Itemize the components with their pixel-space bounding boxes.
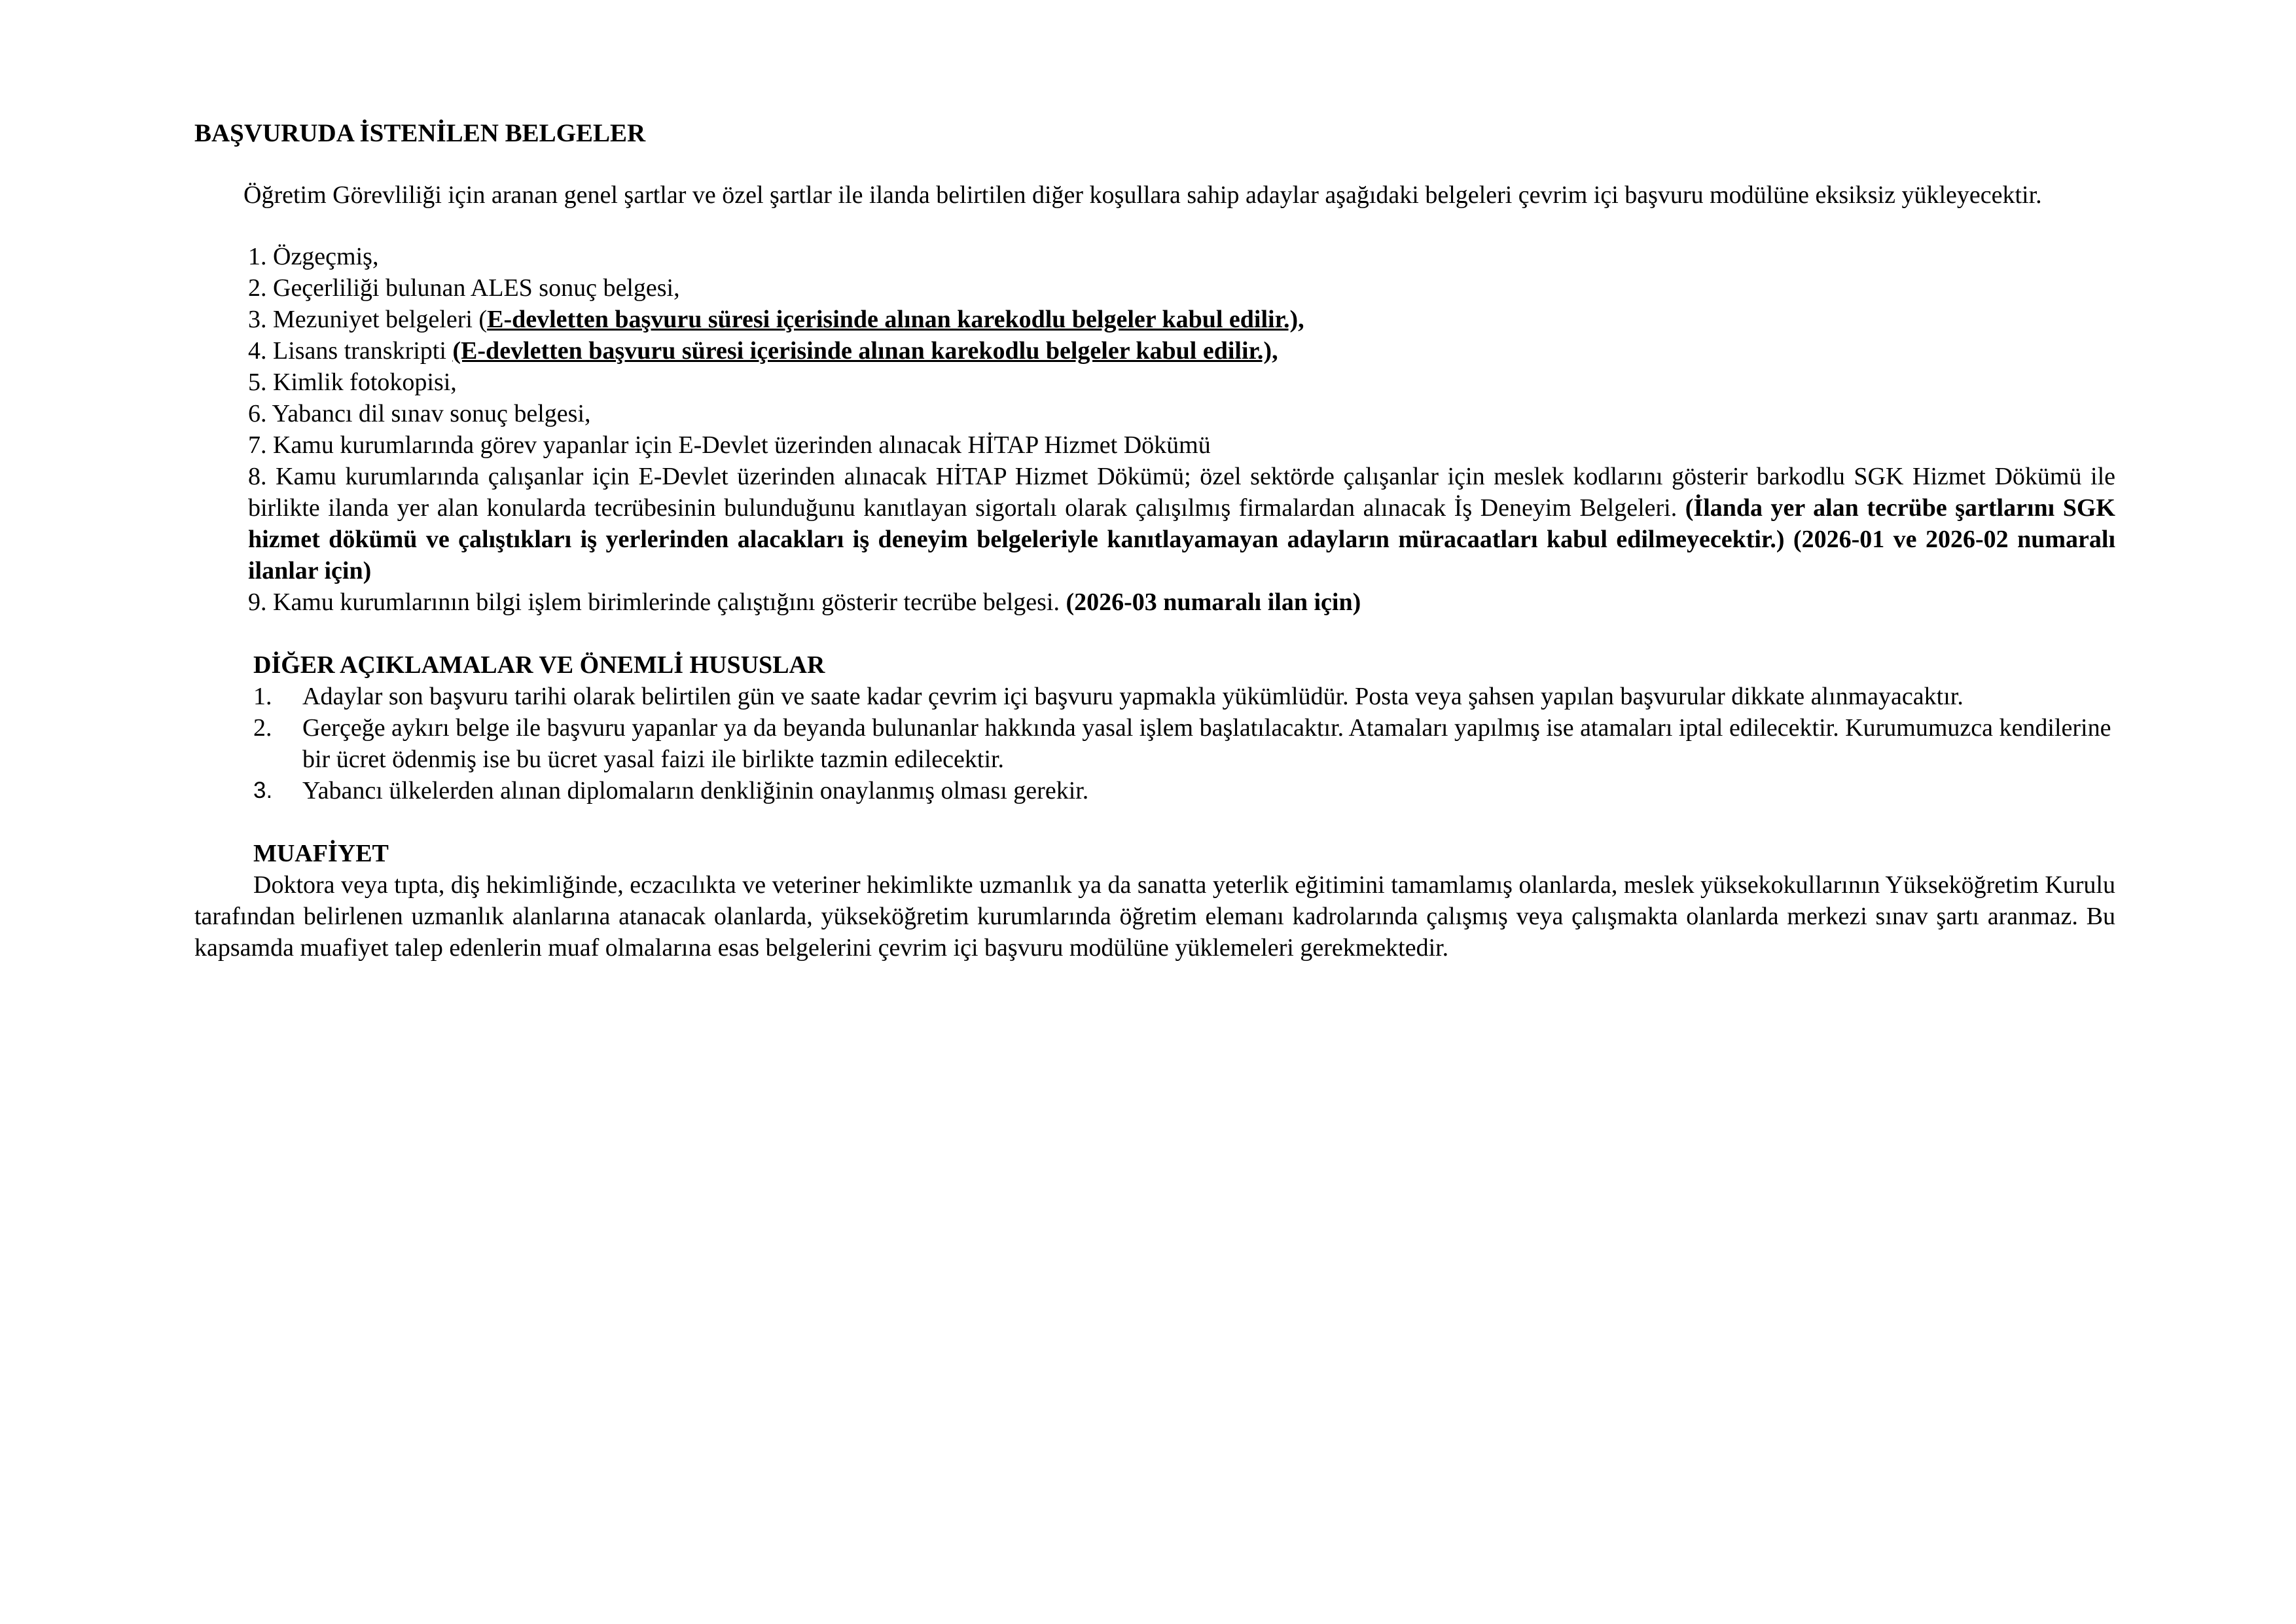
list-item-text: 9. Kamu kurumlarının bilgi işlem birimlerinde çalıştığını gösterir tecrübe belgesi. xyxy=(248,588,1066,616)
list-item-text: 4. Lisans transkripti xyxy=(248,337,453,365)
list-item-text: 2. Geçerliliği bulunan ALES sonuç belgesi, xyxy=(248,274,680,302)
list-item-number: 1. xyxy=(253,683,272,710)
list-item xyxy=(248,304,2115,335)
list-item xyxy=(248,586,2115,618)
list-item-text: 7. Kamu kurumlarında görev yapanlar için E-Devlet üzerinden alınacak HİTAP Hizmet Dökümü xyxy=(248,431,1211,459)
list-item-text: Yabancı ülkelerden alınan diplomaların denkliğinin onaylanmış olması gerekir. xyxy=(302,777,1089,804)
list-item-text: Adaylar son başvuru tarihi olarak belirtilen gün ve saate kadar çevrim içi başvuru yapmakla yükümlüdür. Posta veya şahsen yapılan başvurular dikkate alınmayacaktır. xyxy=(302,683,1964,710)
list-item xyxy=(248,429,2115,461)
list-item xyxy=(248,241,2115,272)
intro-paragraph: Öğretim Görevliliği için aranan genel şartlar ve özel şartlar ile ilanda belirtilen diğer koşullara sahip adaylar aşağıdaki belgeleri çevrim içi başvuru modülüne eksiksiz yükleyecektir. xyxy=(243,181,2042,209)
list-item-number: 2. xyxy=(253,714,272,742)
list-item xyxy=(248,367,2115,398)
spacer xyxy=(194,806,2115,838)
section-heading-exemption: MUAFİYET xyxy=(253,840,389,867)
list-item-bold-note: (2026-03 numaralı ilan için) xyxy=(1066,588,1361,616)
list-item xyxy=(248,272,2115,304)
other-notes-list xyxy=(253,681,2115,806)
list-item-emphasis: E-devletten başvuru süresi içerisinde alınan karekodlu belgeler kabul edilir.), xyxy=(487,306,1304,333)
list-item-text: 8. Kamu kurumlarında çalışanlar için E-Devlet üzerinden alınacak HİTAP Hizmet Dökümü; özel sektörde çalışanlar için meslek kodlarını gösterir barkodlu SGK Hizmet Dökümü ile birlikte ilanda yer alan konularda tecrübesinin bulunduğunu kanıtlayan sigortalı olarak çalışılmış firmalardan alınacak İş Deneyim Belgeleri. xyxy=(248,463,2115,522)
spacer xyxy=(194,618,2115,649)
list-item-number: 3. xyxy=(253,778,273,803)
required-documents-list xyxy=(248,241,2115,618)
document-page xyxy=(194,118,2115,964)
list-item-text: 5. Kimlik fotokopisi, xyxy=(248,369,457,396)
list-item xyxy=(253,681,2115,712)
list-item-text: 3. Mezuniyet belgeleri ( xyxy=(248,306,488,333)
exemption-paragraph: Doktora veya tıpta, diş hekimliğinde, eczacılıkta ve veteriner hekimlikte uzmanlık ya da sanatta yeterlik eğitimini tamamlamış olanlarda, meslek yüksekokullarının Yükseköğretim Kurulu tarafından belirlenen uzmanlık alanlarına atanacak olanlarda, yükseköğretim kurumlarında öğretim elemanı kadrolarında çalışmış veya çalışmakta olanlarda merkezi sınav şartı aranmaz. Bu kapsamda muafiyet talep edenlerin muaf olmalarına esas belgelerini çevrim içi başvuru modülüne yüklemeleri gerekmektedir. xyxy=(194,871,2115,962)
list-item-text: Gerçeğe aykırı belge ile başvuru yapanlar ya da beyanda bulunanlar hakkında yasal işlem başlatılacaktır. Atamaları yapılmış ise atamaları iptal edilecektir. Kurumumuzca kendilerine bir ücret ödenmiş ise bu ücret yasal faizi ile birlikte tazmin edilecektir. xyxy=(302,714,2111,773)
list-item xyxy=(253,712,2115,775)
list-item xyxy=(243,461,2115,586)
section-heading-other-notes: DİĞER AÇIKLAMALAR VE ÖNEMLİ HUSUSLAR xyxy=(253,651,825,679)
list-item-text: 1. Özgeçmiş, xyxy=(248,243,379,270)
list-item-emphasis: (E-devletten başvuru süresi içerisinde alınan karekodlu belgeler kabul edilir.), xyxy=(452,337,1278,365)
list-item xyxy=(248,398,2115,429)
section-heading-required-documents: BAŞVURUDA İSTENİLEN BELGELER xyxy=(194,119,646,147)
list-item-bold-note: (İlanda yer alan tecrübe şartlarını SGK hizmet dökümü ve çalıştıkları iş yerlerinden alacakları iş deneyim belgeleriyle kanıtlayamayan adayların müracaatları kabul edilmeyecektir.) (2026-01 ve 2026-02 numaralı ilanlar için) xyxy=(248,494,2115,585)
spacer xyxy=(194,149,2115,179)
list-item xyxy=(248,335,2115,367)
list-item-text: 6. Yabancı dil sınav sonuç belgesi, xyxy=(248,400,591,427)
spacer xyxy=(194,211,2115,241)
list-item xyxy=(253,775,2115,806)
